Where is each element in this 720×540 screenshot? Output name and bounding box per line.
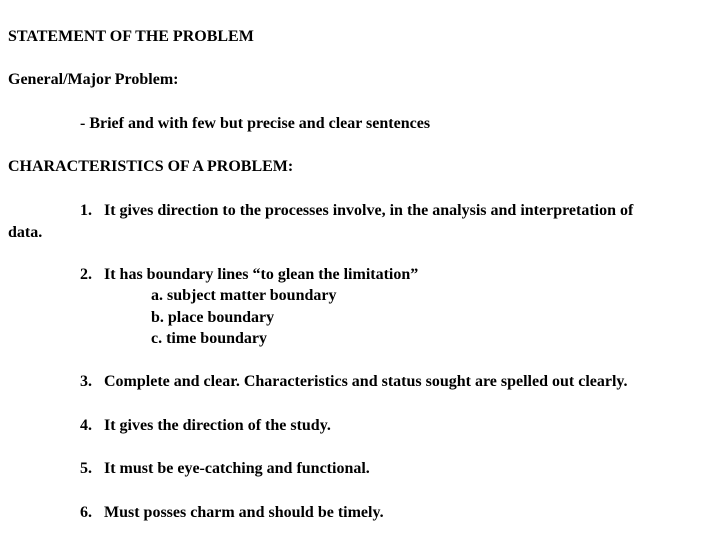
list-item [80,459,370,479]
general-problem-note: - Brief and with few but precise and clear sentences [80,115,431,132]
list-item [80,265,418,285]
list-item-text: Complete and clear. Characteristics and status sought are spelled out clearly. [104,373,628,390]
sub-item: c. time boundary [151,330,267,347]
list-item-number: 2. [80,266,92,283]
list-item-number: 3. [80,373,92,390]
list-item-number: 5. [80,460,92,477]
list-item-text: It has boundary lines “to glean the limitation” [104,266,419,283]
page-title: STATEMENT OF THE PROBLEM [8,28,254,45]
list-item-number: 6. [80,504,92,521]
list-item-text: It must be eye-catching and functional. [104,460,370,477]
list-item-number: 1. [80,202,92,219]
list-item [80,201,633,221]
characteristics-label: CHARACTERISTICS OF A PROBLEM: [8,158,294,175]
sub-item: a. subject matter boundary [151,287,337,304]
list-item-text: Must posses charm and should be timely. [104,504,384,521]
list-item [80,372,628,392]
list-item [80,503,384,523]
list-item-number: 4. [80,417,92,434]
list-item-text: It gives direction to the processes involve, in the analysis and interpretation of [104,202,634,219]
general-problem-label: General/Major Problem: [8,71,179,88]
list-item-text: It gives the direction of the study. [104,417,331,434]
list-item-continuation: data. [8,224,43,241]
list-item [80,416,331,436]
sub-item: b. place boundary [151,309,275,326]
